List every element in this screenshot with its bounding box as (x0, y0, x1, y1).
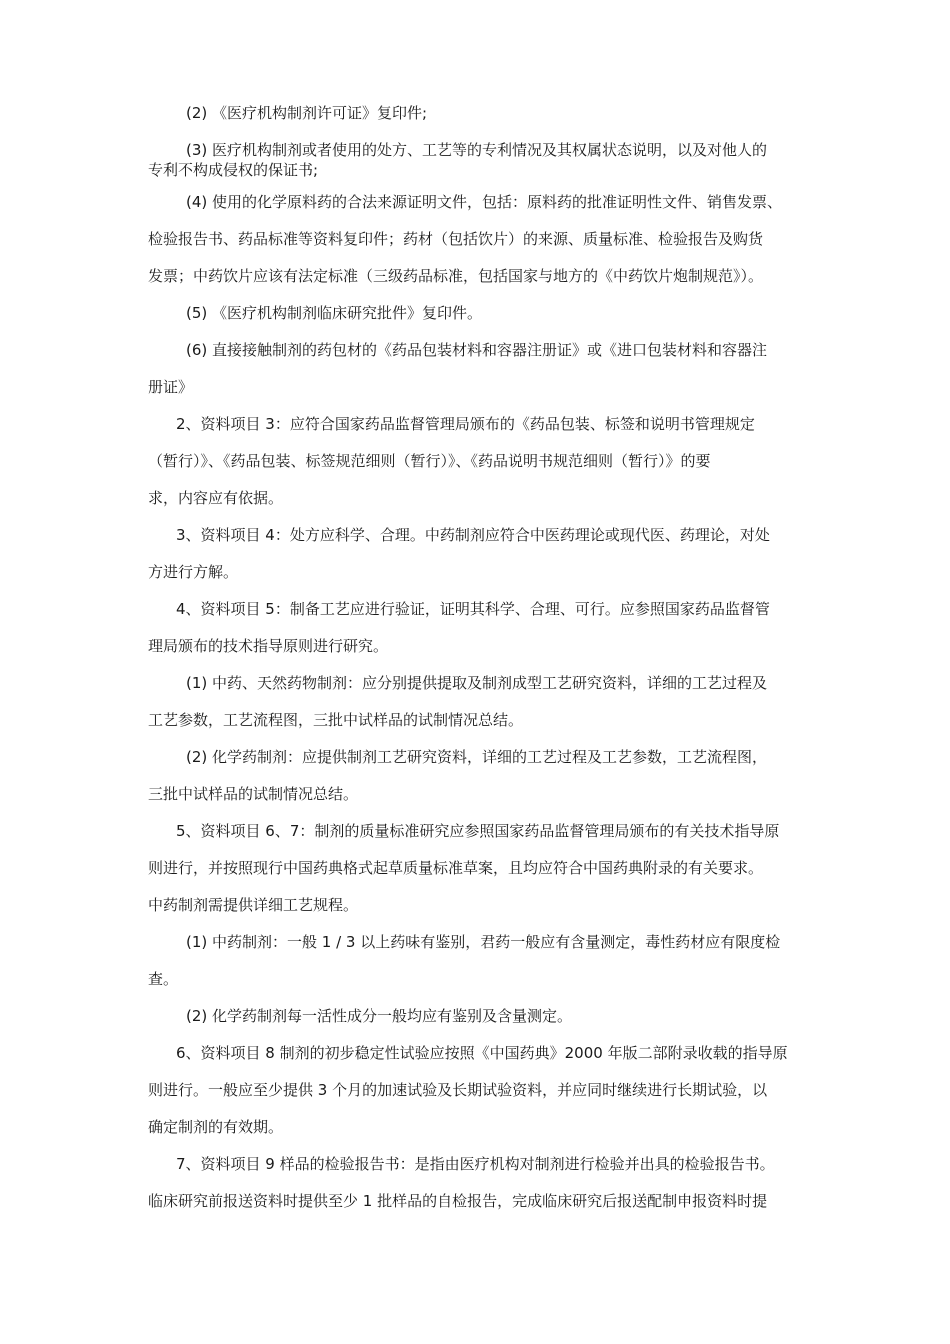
paragraph-line: 3、资料项目 4：处方应科学、合理。中药制剂应符合中医药理论或现代医、药理论，对处 (176, 526, 770, 544)
paragraph-line: 4、资料项目 5：制备工艺应进行验证，证明其科学、合理、可行。应参照国家药品监督管 (176, 600, 770, 618)
paragraph-line: 求，内容应有依据。 (148, 489, 284, 507)
paragraph-line: 册证》 (148, 378, 194, 396)
paragraph-line: (2) 《医疗机构制剂许可证》复印件; (186, 104, 428, 122)
paragraph-line: (2) 化学药制剂：应提供制剂工艺研究资料，详细的工艺过程及工艺参数，工艺流程图， (186, 748, 768, 766)
paragraph-line: (3) 医疗机构制剂或者使用的处方、工艺等的专利情况及其权属状态说明，以及对他人的 (186, 141, 768, 159)
paragraph-line: （暂行）》、《药品包装、标签规范细则（暂行）》、《药品说明书规范细则（暂行）》的要 (148, 452, 711, 470)
paragraph-line: 确定制剂的有效期。 (148, 1118, 284, 1136)
paragraph-line: 2、资料项目 3：应符合国家药品监督管理局颁布的《药品包装、标签和说明书管理规定 (176, 415, 755, 433)
paragraph-line: (1) 中药、天然药物制剂：应分别提供提取及制剂成型工艺研究资料，详细的工艺过程及 (186, 674, 768, 692)
paragraph-line: (4) 使用的化学原料药的合法来源证明文件，包括：原料药的批准证明性文件、销售发票、 (186, 193, 783, 211)
paragraph-line: 三批中试样品的试制情况总结。 (148, 785, 359, 803)
paragraph-line: 理局颁布的技术指导原则进行研究。 (148, 637, 389, 655)
paragraph-line: (1) 中药制剂：一般 1 / 3 以上药味有鉴别，君药一般应有含量测定，毒性药材应有限度检 (186, 933, 781, 951)
paragraph-line: 5、资料项目 6、7：制剂的质量标准研究应参照国家药品监督管理局颁布的有关技术指导原 (176, 822, 780, 840)
paragraph-line: 方进行方解。 (148, 563, 239, 581)
paragraph-line: 专利不构成侵权的保证书; (148, 161, 319, 179)
paragraph-line: 则进行，并按照现行中国药典格式起草质量标准草案，且均应符合中国药典附录的有关要求。 (148, 859, 764, 877)
paragraph-line: (5) 《医疗机构制剂临床研究批件》复印件。 (186, 304, 483, 322)
paragraph-line: 临床研究前报送资料时提供至少 1 批样品的自检报告，完成临床研究后报送配制申报资料时提 (148, 1192, 768, 1210)
paragraph-line: 7、资料项目 9 样品的检验报告书：是指由医疗机构对制剂进行检验并出具的检验报告书。 (176, 1155, 775, 1173)
paragraph-line: (6) 直接接触制剂的药包材的《药品包装材料和容器注册证》或《进口包装材料和容器注 (186, 341, 768, 359)
paragraph-line: 6、资料项目 8 制剂的初步稳定性试验应按照《中国药典》2000 年版二部附录收载的指导原 (176, 1044, 788, 1062)
paragraph-line: 中药制剂需提供详细工艺规程。 (148, 896, 359, 914)
paragraph-line: 查。 (148, 970, 179, 988)
paragraph-line: 则进行。一般应至少提供 3 个月的加速试验及长期试验资料，并应同时继续进行长期试验，以 (148, 1081, 768, 1099)
paragraph-line: (2) 化学药制剂每一活性成分一般均应有鉴别及含量测定。 (186, 1007, 573, 1025)
paragraph-line: 发票；中药饮片应该有法定标准（三级药品标准，包括国家与地方的《中药饮片炮制规范》）。 (148, 267, 764, 285)
paragraph-line: 工艺参数，工艺流程图，三批中试样品的试制情况总结。 (148, 711, 524, 729)
paragraph-line: 检验报告书、药品标准等资料复印件；药材（包括饮片）的来源、质量标准、检验报告及购货 (148, 230, 764, 248)
